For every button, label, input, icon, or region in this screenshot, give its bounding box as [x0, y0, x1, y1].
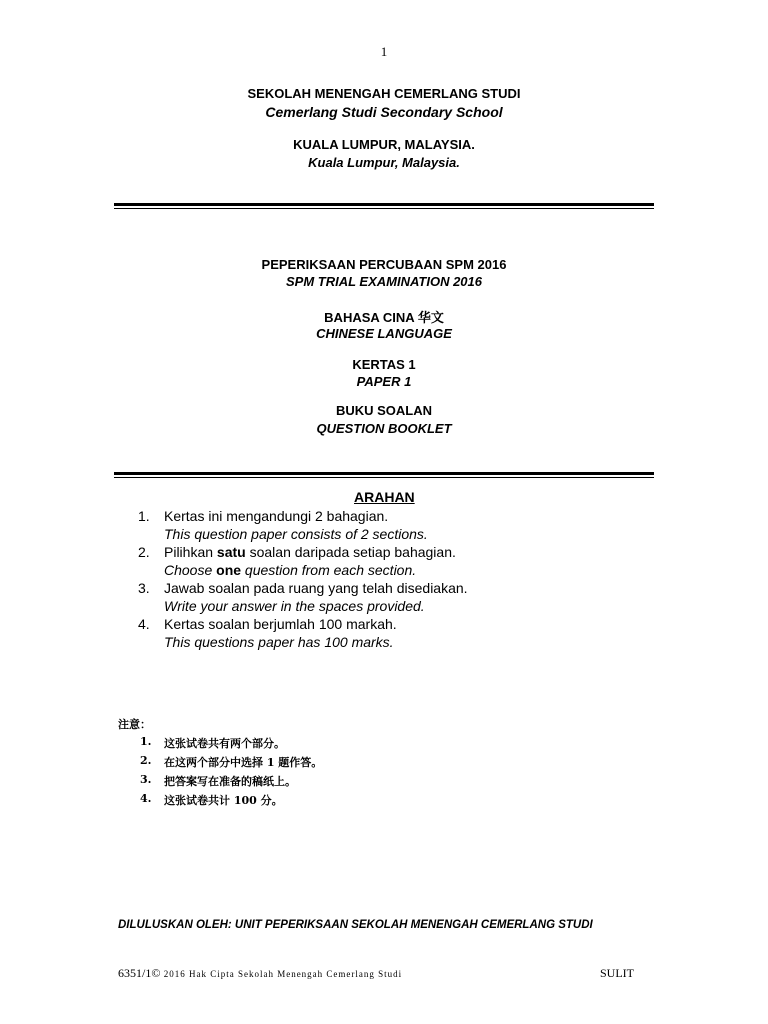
note-number: 3.: [140, 773, 152, 786]
note-text: 这张试卷共计 100 分。: [164, 794, 283, 807]
approval-line: DILULUSKAN OLEH: UNIT PEPERIKSAAN SEKOLAH MENENGAH CEMERLANG STUDI: [118, 919, 593, 931]
subject-ms: BAHASA CINA 华文: [324, 310, 444, 325]
paper-en: PAPER 1: [356, 374, 412, 389]
school-name-en: Cemerlang Studi Secondary School: [265, 104, 503, 120]
instruction-text-en: Write your answer in the spaces provided.: [164, 598, 425, 614]
school-name-ms: SEKOLAH MENENGAH CEMERLANG STUDI: [247, 86, 521, 101]
copyright-text: 2016 Hak Cipta Sekolah Menengah Cemerlang Studi: [160, 969, 403, 979]
instructions-divider: [114, 472, 654, 478]
notes-cn-heading: 注意：: [118, 718, 151, 731]
instruction-emphasis: satu: [216, 544, 246, 560]
footer-copyright: [118, 966, 402, 981]
note-number: 4.: [140, 792, 152, 805]
note-text: 把答案写在准备的稿纸上。: [164, 775, 296, 788]
instructions-heading: ARAHAN: [354, 489, 415, 505]
instruction-number: 3.: [138, 580, 150, 596]
booklet-en: QUESTION BOOKLET: [316, 421, 452, 436]
school-location-en: Kuala Lumpur, Malaysia.: [308, 155, 460, 170]
instruction-text-ms: Kertas soalan berjumlah 100 markah.: [164, 616, 397, 632]
instruction-number: 4.: [138, 616, 150, 632]
instruction-number: 2.: [138, 544, 150, 560]
instruction-text-part: soalan daripada setiap bahagian.: [245, 544, 456, 560]
note-number: 1.: [140, 735, 152, 748]
school-location-ms: KUALA LUMPUR, MALAYSIA.: [293, 137, 475, 152]
note-number: 2.: [140, 754, 152, 767]
instruction-text-en: [164, 561, 416, 579]
paper-code: 6351/1©: [118, 966, 161, 980]
instruction-emphasis: one: [216, 562, 242, 578]
instruction-text-en: This question paper consists of 2 sections.: [164, 526, 428, 542]
classification-label: SULIT: [600, 966, 634, 980]
instruction-text-part: question from each section.: [241, 562, 417, 578]
instruction-text-ms: [164, 543, 456, 561]
paper-ms: KERTAS 1: [352, 357, 416, 372]
page-number: 1: [380, 44, 388, 59]
instruction-text-en: This questions paper has 100 marks.: [164, 634, 394, 650]
note-text: 在这两个部分中选择 1 题作答。: [164, 756, 323, 769]
exam-title-en: SPM TRIAL EXAMINATION 2016: [286, 274, 482, 289]
instruction-number: 1.: [138, 508, 150, 524]
header-divider: [114, 203, 654, 209]
instruction-text-part: Choose: [164, 562, 217, 578]
instruction-text-ms: Jawab soalan pada ruang yang telah disediakan.: [164, 580, 468, 596]
note-text: 这张试卷共有两个部分。: [164, 737, 285, 750]
booklet-ms: BUKU SOALAN: [335, 403, 433, 418]
subject-en: CHINESE LANGUAGE: [316, 326, 452, 341]
instruction-text-ms: Kertas ini mengandungi 2 bahagian.: [164, 508, 389, 524]
exam-title-ms: PEPERIKSAAN PERCUBAAN SPM 2016: [261, 257, 507, 272]
instruction-text-part: Pilihkan: [164, 544, 217, 560]
